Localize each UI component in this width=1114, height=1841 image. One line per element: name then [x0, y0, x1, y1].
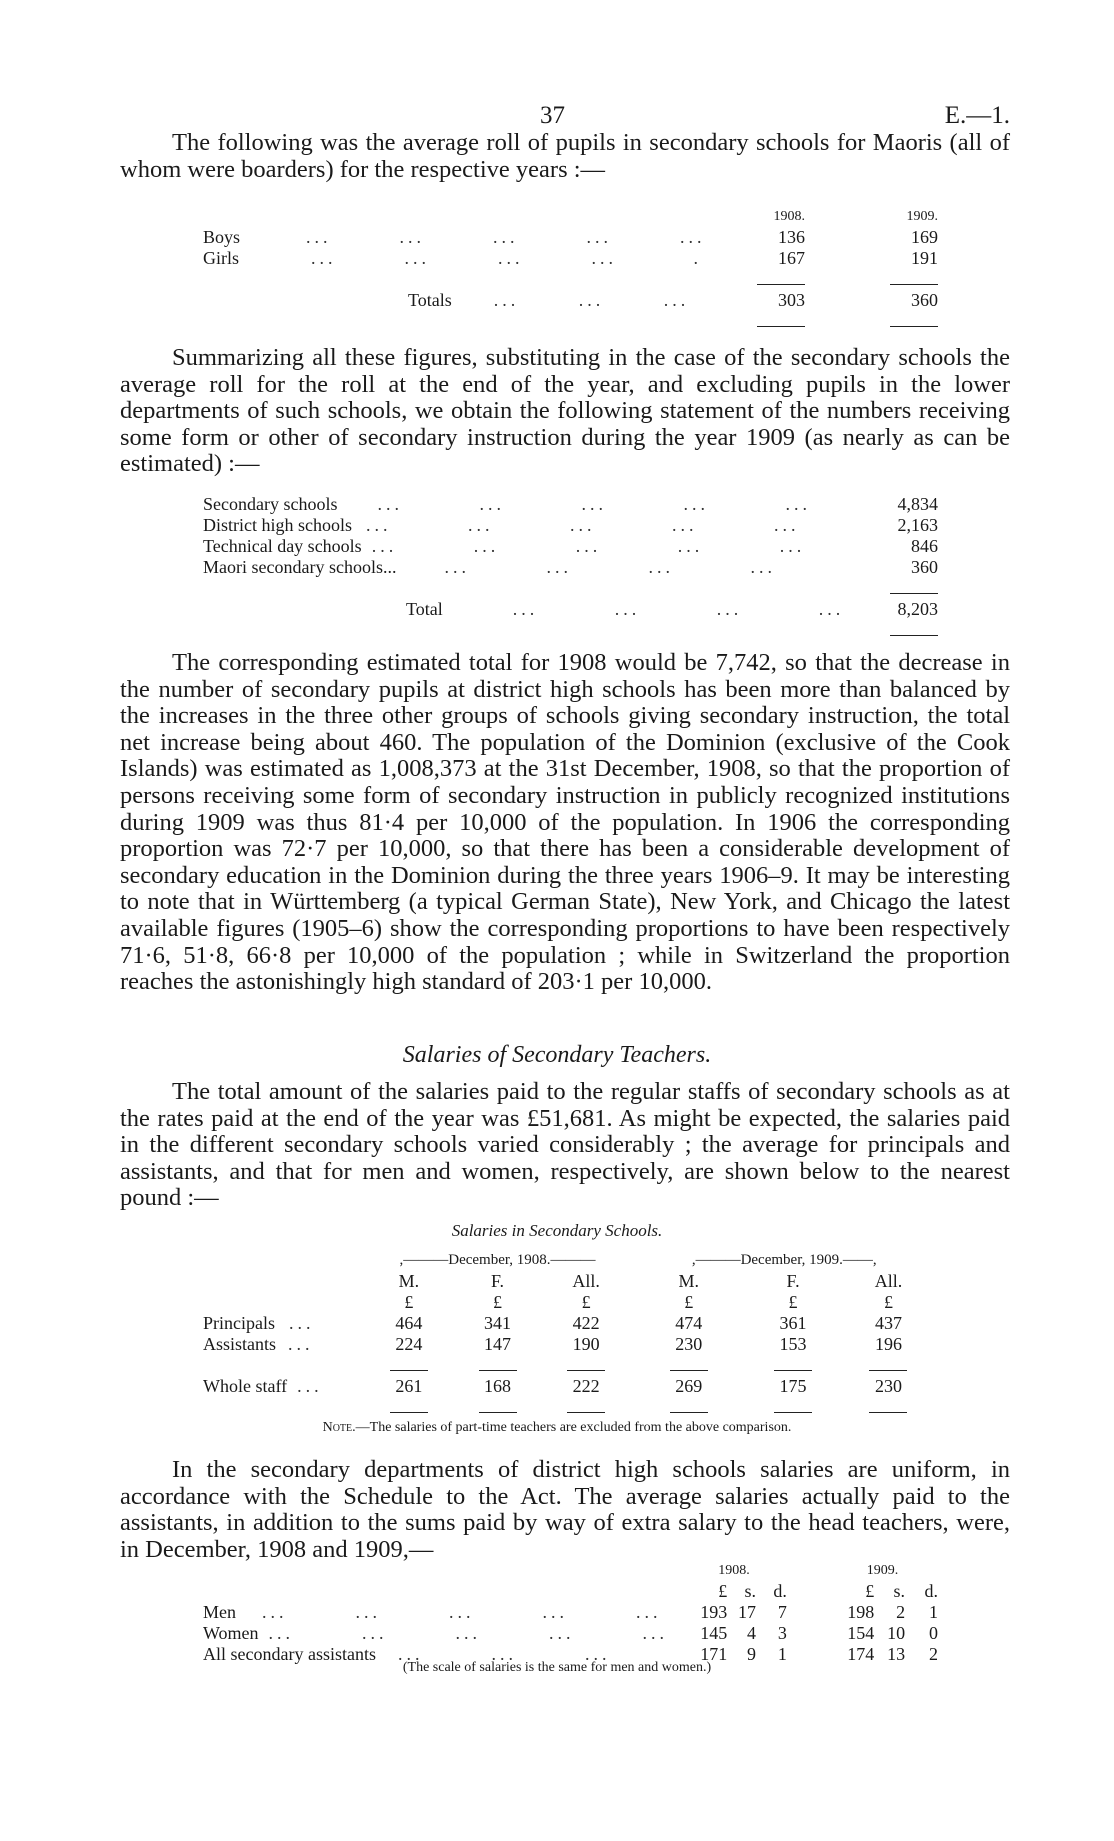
cell-value: 474: [675, 1313, 703, 1333]
table-row: Boys ... ... ... ... ... 136 169: [203, 227, 938, 247]
group-header-1909: ,———December, 1909.——,: [691, 1252, 877, 1268]
row-label: Assistants: [203, 1334, 277, 1354]
cell-value: 2,163: [897, 515, 938, 535]
cell-value: 437: [874, 1313, 902, 1333]
col-header: All.: [874, 1271, 903, 1291]
table-row: All secondary assistants ... ... ... 171 9 1 174 13 2: [203, 1644, 938, 1664]
unit-label: £: [788, 1292, 798, 1312]
unit-label: £: [684, 1292, 694, 1312]
cell-value: 1: [777, 1644, 787, 1664]
table-row: Maori secondary schools... ... ... ... ... 360: [203, 557, 938, 577]
paragraph-comparison: The corresponding estimated total for 1908 would be 7,742, so that the decrease in the number of secondary pupils at district high schools has been more than balanced by the increases in the three other groups of schools giving secondary instruction, the total net increase being about 460. The population of the Dominion (exclusive of the Cook Islands) was estimated as 1,008,373 at the 31st December, 1908, so that the proportion of persons receiving some form of secondary instruction in publicly recognized institutions during 1909 was thus 81·4 per 10,000 of the population. In 1906 the corresponding proportion was 72·7 per 10,000, so that there has been a considerable development of secondary education in the Dominion during the three years 1906–9. It may be interesting to note that in Württemberg (a typical German State), New York, and Chicago the latest available figures (1905–6) show the corresponding proportions to have been respectively 71·6, 51·8, 66·8 per 10,000 of the population ; while in Switzerland the proportion reaches the astonishingly high standard of 203·1 per 10,000.: [120, 649, 1010, 996]
dhs-note: (The scale of salaries is the same for men and women.): [402, 1660, 712, 1675]
table-row: Assistants ... 224 147 190 230 153 196: [203, 1334, 938, 1355]
row-label: All secondary assistants: [203, 1644, 376, 1664]
unit-label: £: [883, 1292, 893, 1312]
paragraph-maori-intro: The following was the average roll of pupils in secondary schools for Maoris (all of whom were boarders) for the respective years :—: [120, 129, 1010, 183]
row-label: Whole staff: [203, 1376, 288, 1396]
cell-value: 153: [779, 1334, 807, 1354]
row-label: Maori secondary schools...: [203, 557, 397, 577]
col-header-1908: 1908.: [773, 208, 806, 224]
col-header: M.: [398, 1271, 420, 1291]
unit-label: s.: [744, 1581, 757, 1601]
cell-value: 7: [777, 1602, 787, 1622]
page-number: 37: [540, 102, 565, 129]
unit-label: d.: [924, 1581, 938, 1601]
cell-value: 230: [874, 1376, 902, 1396]
cell-value: 846: [911, 536, 938, 556]
table-row: District high schools ... ... ... ... ... 2,163: [203, 515, 938, 535]
row-label: District high schools: [203, 515, 352, 535]
cell-value: 2: [929, 1644, 938, 1664]
cell-value: 193: [700, 1602, 728, 1622]
table-row: Women ... ... ... ... ... 145 4 3 154 10 0: [203, 1623, 938, 1643]
unit-label: £: [865, 1581, 875, 1601]
row-label: Boys: [203, 227, 241, 247]
table-row: Technical day schools ... ... ... ... ... 846: [203, 536, 938, 556]
totals-row: Total ... ... ... ... 8,203: [203, 599, 938, 620]
paragraph-summary: Summarizing all these figures, substituting in the case of the secondary schools the average roll for the roll at the end of the year, and excluding pupils in the lower departments of such schools, we obtain the following statement of the numbers receiving some form or other of secondary instruction during the year 1909 (as nearly as can be estimated) :—: [120, 344, 1010, 478]
table-row: Girls ... ... ... ... . 167 191: [203, 248, 938, 268]
col-header: F.: [490, 1271, 505, 1291]
cell-value: 0: [929, 1623, 938, 1643]
unit-label: s.: [893, 1581, 906, 1601]
col-header: F.: [786, 1271, 800, 1291]
cell-value: 361: [779, 1313, 807, 1333]
row-label: Girls: [203, 248, 239, 268]
cell-value: 1: [929, 1602, 938, 1622]
cell-value: 171: [700, 1644, 728, 1664]
cell-value: 167: [778, 248, 806, 268]
cell-value: 4: [747, 1623, 757, 1643]
cell-value: 198: [847, 1602, 875, 1622]
totals-row: Totals ... ... ... 303 360: [203, 290, 938, 311]
cell-value: 10: [887, 1623, 906, 1643]
totals-row: Whole staff ... 261 168 222 269 175 230: [203, 1376, 938, 1397]
totals-value: 8,203: [897, 599, 938, 619]
cell-value: 136: [778, 227, 806, 247]
cell-value: 145: [700, 1623, 728, 1643]
totals-1908: 303: [778, 290, 806, 310]
totals-label: Totals: [408, 290, 452, 310]
row-label: Technical day schools: [203, 536, 362, 556]
cell-value: 341: [484, 1313, 511, 1333]
paragraph-district-high-schools: In the secondary departments of district high schools salaries are uniform, in accordance with the Schedule to the Act. The average salaries actually paid to the assistants, in addition to the sums paid by way of extra salary to the head teachers, were, in December, 1908 and 1909,—: [120, 1456, 1010, 1563]
row-label: Secondary schools: [203, 494, 338, 514]
summary-table: [203, 494, 938, 641]
cell-value: 154: [847, 1623, 875, 1643]
paragraph-salaries: The total amount of the salaries paid to the regular staffs of secondary schools as at the rates paid at the end of the year was £51,681. As might be expected, the salaries paid in the different secondary schools varied considerably ; the average for principals and assistants, and that for men and women, respectively, are shown below to the nearest pound :—: [120, 1078, 1010, 1212]
unit-label: £: [404, 1292, 414, 1312]
cell-value: 17: [738, 1602, 757, 1622]
cell-value: 2: [896, 1602, 906, 1622]
cell-value: 224: [395, 1334, 423, 1354]
cell-value: 196: [874, 1334, 902, 1354]
row-label: Principals: [203, 1313, 275, 1333]
col-header: M.: [678, 1271, 700, 1291]
unit-label: £: [581, 1292, 591, 1312]
cell-value: 3: [777, 1623, 787, 1643]
table-row: Secondary schools ... ... ... ... ... 4,834: [203, 494, 938, 514]
cell-value: 169: [911, 227, 938, 247]
cell-value: 222: [572, 1376, 600, 1396]
col-header-1909: 1909.: [866, 1562, 899, 1578]
col-header-1908: 1908.: [718, 1562, 750, 1578]
table-row: Men ... ... ... ... ... 193 17 7 198 2 1: [203, 1602, 938, 1622]
row-label: Women: [203, 1623, 259, 1643]
cell-value: 13: [887, 1644, 906, 1664]
maori-roll-table: [203, 206, 938, 332]
unit-label: £: [718, 1581, 728, 1601]
group-header-1908: ,———December, 1908.———: [399, 1252, 596, 1268]
cell-value: 230: [675, 1334, 703, 1354]
totals-label: Total: [406, 599, 443, 619]
cell-value: 191: [911, 248, 938, 268]
salaries-table-title: Salaries in Secondary Schools.: [451, 1221, 663, 1240]
col-header: All.: [572, 1271, 600, 1291]
cell-value: 422: [572, 1313, 600, 1333]
cell-value: 9: [747, 1644, 757, 1664]
cell-value: 360: [911, 557, 938, 577]
cell-value: 464: [395, 1313, 423, 1333]
cell-value: 269: [675, 1376, 703, 1396]
cell-value: 147: [484, 1334, 511, 1354]
table-row: Principals ... 464 341 422 474 361 437: [203, 1313, 938, 1334]
row-label: Men: [203, 1602, 236, 1622]
unit-label: d.: [773, 1581, 787, 1601]
cell-value: 174: [847, 1644, 875, 1664]
col-header-1909: 1909.: [906, 208, 938, 224]
salaries-note: Note.—The salaries of part-time teachers are excluded from the above comparison.: [322, 1420, 792, 1435]
unit-label: £: [493, 1292, 502, 1312]
cell-value: 261: [395, 1376, 423, 1396]
cell-value: 4,834: [897, 494, 938, 514]
report-reference: E.—1.: [944, 102, 1010, 129]
section-heading: Salaries of Secondary Teachers.: [402, 1042, 712, 1068]
dhs-salaries-table: [203, 1560, 938, 1665]
cell-value: 168: [484, 1376, 511, 1396]
cell-value: 175: [779, 1376, 807, 1396]
cell-value: 190: [572, 1334, 600, 1354]
totals-1909: 360: [911, 290, 938, 310]
salaries-table: [203, 1250, 938, 1418]
